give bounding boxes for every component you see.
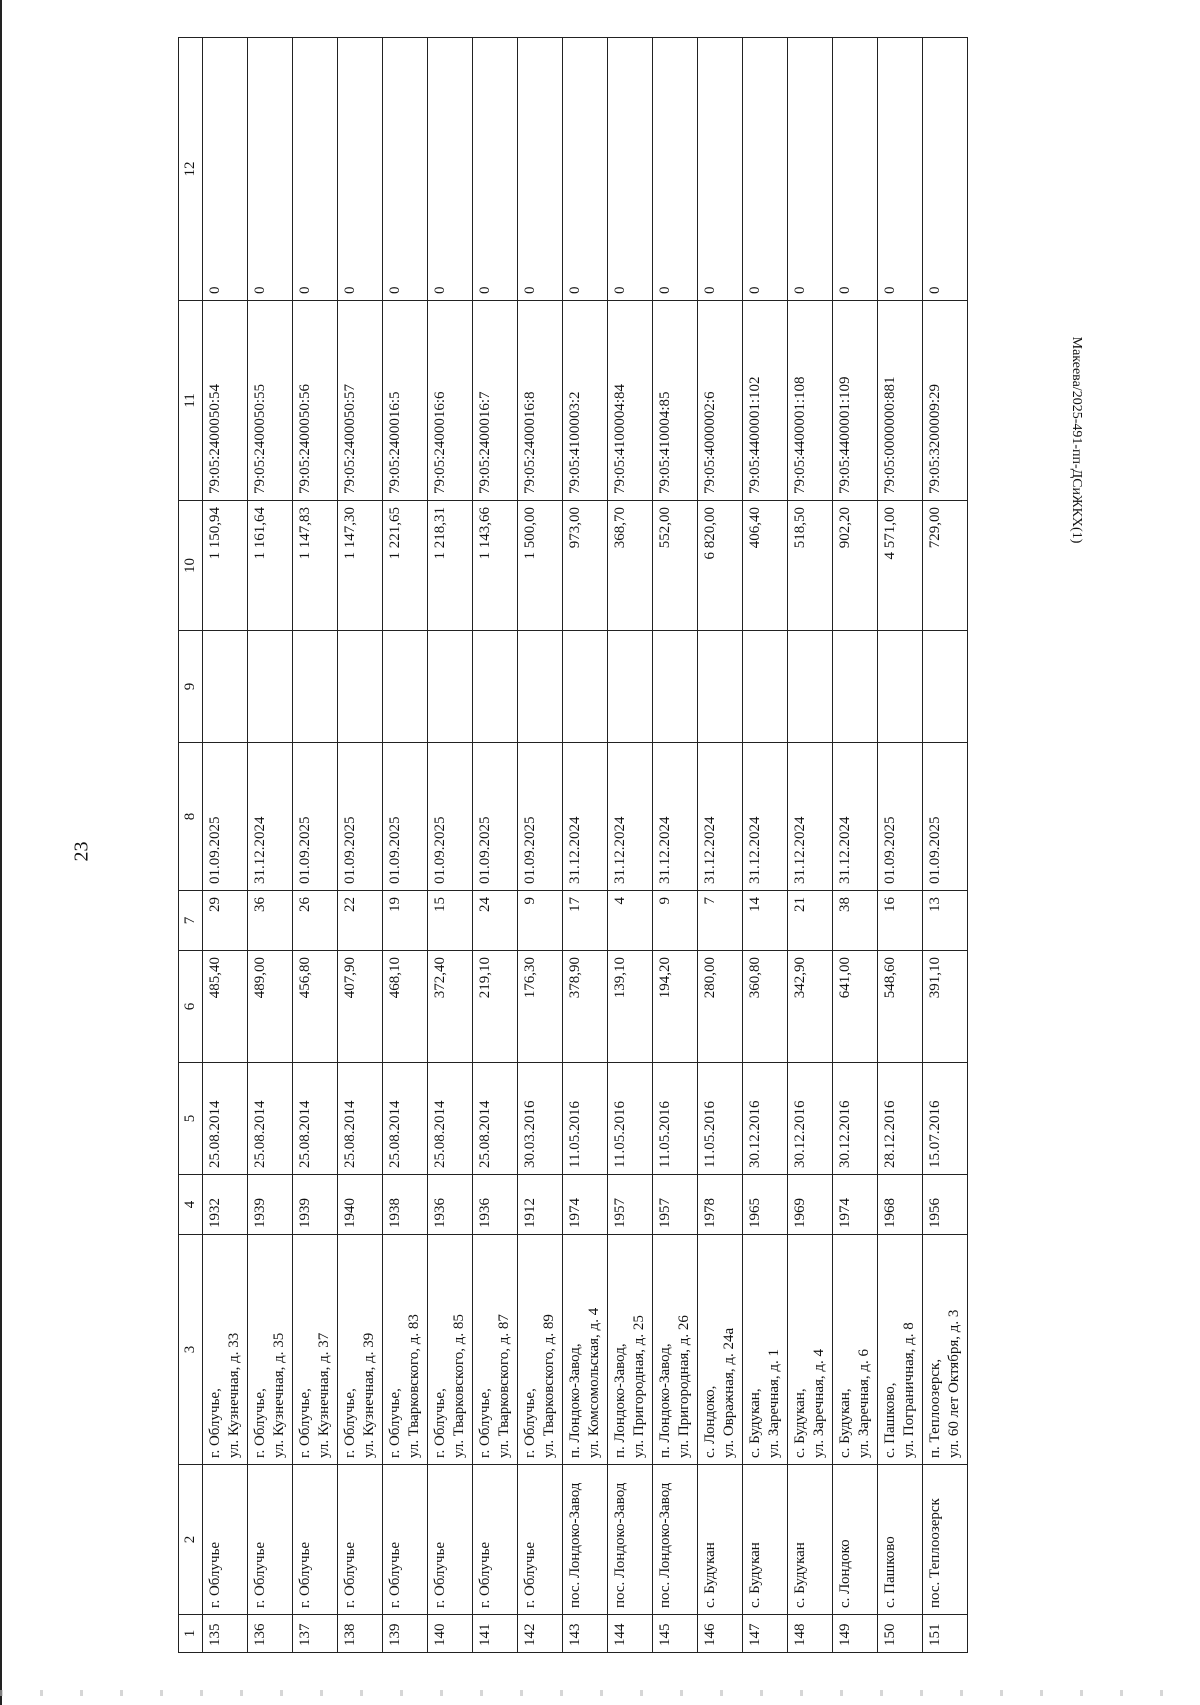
- cell-no: 151: [922, 1615, 967, 1653]
- cell-settlement: с. Будукан: [787, 1465, 832, 1615]
- table-container: [178, 38, 968, 1653]
- cell-no: 142: [517, 1615, 562, 1653]
- cell-c12: 0: [427, 38, 472, 301]
- cell-date1: 28.12.2016: [877, 1063, 922, 1175]
- cell-year: 1940: [337, 1175, 382, 1235]
- table-row: [742, 38, 787, 1653]
- cell-year: 1912: [517, 1175, 562, 1235]
- cell-year: 1969: [787, 1175, 832, 1235]
- cell-c9: [607, 631, 652, 743]
- cell-sum: 1 218,31: [427, 501, 472, 631]
- cell-c12: 0: [337, 38, 382, 301]
- address-line-2: ул. Тварковского, д. 87: [495, 1314, 512, 1458]
- cell-address: [607, 1235, 652, 1465]
- cell-area: 485,40: [202, 951, 247, 1063]
- cell-count: 15: [427, 891, 472, 951]
- cell-sum: 6 820,00: [697, 501, 742, 631]
- table-row: [787, 38, 832, 1653]
- cell-count: 9: [517, 891, 562, 951]
- housing-registry-table: [178, 37, 968, 1653]
- cell-count: 7: [697, 891, 742, 951]
- address-line-2: ул. 60 лет Октября, д. 3: [945, 1309, 962, 1458]
- footer-code: [1056, 200, 1096, 680]
- cell-sum: 1 161,64: [247, 501, 292, 631]
- cell-settlement: г. Облучье: [427, 1465, 472, 1615]
- address-line-2: ул. Тварковского, д. 85: [450, 1314, 467, 1458]
- cell-address: [922, 1235, 967, 1465]
- cell-address: [382, 1235, 427, 1465]
- cell-sum: 1 150,94: [202, 501, 247, 631]
- cell-count: 16: [877, 891, 922, 951]
- cell-address: [247, 1235, 292, 1465]
- cell-date1: 30.12.2016: [742, 1063, 787, 1175]
- cell-date1: 11.05.2016: [607, 1063, 652, 1175]
- table-row: [292, 38, 337, 1653]
- cell-cadastral: 79:05:2400050:56: [292, 301, 337, 501]
- cell-year: 1932: [202, 1175, 247, 1235]
- cell-cadastral: 79:05:4400001:102: [742, 301, 787, 501]
- cell-cadastral: 79:05:3200009:29: [922, 301, 967, 501]
- address-line-1: г. Облучье,: [476, 1388, 493, 1458]
- cell-cadastral: 79:05:4400001:108: [787, 301, 832, 501]
- cell-c9: [742, 631, 787, 743]
- cell-sum: 729,00: [922, 501, 967, 631]
- cell-count: 17: [562, 891, 607, 951]
- cell-date2: 01.09.2025: [202, 743, 247, 891]
- cell-c9: [382, 631, 427, 743]
- cell-cadastral: 79:05:4000002:6: [697, 301, 742, 501]
- cell-c12: 0: [517, 38, 562, 301]
- address-line-1: п. Лондоко-Завод,: [656, 1343, 673, 1458]
- cell-date2: 01.09.2025: [337, 743, 382, 891]
- cell-date2: 31.12.2024: [787, 743, 832, 891]
- cell-c9: [877, 631, 922, 743]
- address-line-2: ул. Заречная, д. 6: [855, 1348, 872, 1458]
- cell-date2: 31.12.2024: [697, 743, 742, 891]
- header-row: [179, 38, 203, 1653]
- cell-sum: 552,00: [652, 501, 697, 631]
- address-line-2: ул. Заречная, д. 1: [765, 1348, 782, 1458]
- cell-date2: 31.12.2024: [562, 743, 607, 891]
- cell-no: 147: [742, 1615, 787, 1653]
- cell-address: [292, 1235, 337, 1465]
- cell-c12: 0: [697, 38, 742, 301]
- cell-cadastral: 79:05:4100004:84: [607, 301, 652, 501]
- cell-count: 21: [787, 891, 832, 951]
- cell-settlement: г. Облучье: [202, 1465, 247, 1615]
- cell-count: 36: [247, 891, 292, 951]
- address-line-1: с. Лондоко,: [701, 1385, 718, 1458]
- cell-no: 146: [697, 1615, 742, 1653]
- table-body: [202, 38, 967, 1653]
- cell-sum: 518,50: [787, 501, 832, 631]
- cell-date2: 31.12.2024: [607, 743, 652, 891]
- cell-cadastral: 79:05:2400050:57: [337, 301, 382, 501]
- address-line-1: г. Облучье,: [296, 1388, 313, 1458]
- cell-sum: 1 147,30: [337, 501, 382, 631]
- address-line-2: ул. Пригородная, д. 25: [630, 1315, 647, 1458]
- cell-date1: 30.12.2016: [832, 1063, 877, 1175]
- cell-date1: 30.12.2016: [787, 1063, 832, 1175]
- table-row: [247, 38, 292, 1653]
- column-header: 11: [179, 301, 203, 501]
- cell-year: 1974: [562, 1175, 607, 1235]
- cell-address: [337, 1235, 382, 1465]
- cell-settlement: пос. Лондоко-Завод: [607, 1465, 652, 1615]
- table-row: [427, 38, 472, 1653]
- cell-year: 1936: [427, 1175, 472, 1235]
- column-header: 2: [179, 1465, 203, 1615]
- cell-c9: [517, 631, 562, 743]
- cell-area: 391,10: [922, 951, 967, 1063]
- cell-date2: 01.09.2025: [472, 743, 517, 891]
- page-edge-line: [0, 0, 2, 1705]
- cell-c9: [337, 631, 382, 743]
- cell-no: 149: [832, 1615, 877, 1653]
- cell-c9: [292, 631, 337, 743]
- cell-c12: 0: [472, 38, 517, 301]
- cell-c12: 0: [922, 38, 967, 301]
- cell-settlement: г. Облучье: [382, 1465, 427, 1615]
- cell-sum: 902,20: [832, 501, 877, 631]
- cell-address: [742, 1235, 787, 1465]
- cell-area: 360,80: [742, 951, 787, 1063]
- cell-c12: 0: [562, 38, 607, 301]
- table-row: [697, 38, 742, 1653]
- cell-address: [472, 1235, 517, 1465]
- cell-count: 13: [922, 891, 967, 951]
- cell-area: 407,90: [337, 951, 382, 1063]
- address-line-1: г. Облучье,: [386, 1388, 403, 1458]
- cell-year: 1936: [472, 1175, 517, 1235]
- cell-count: 4: [607, 891, 652, 951]
- address-line-1: с. Будукан,: [746, 1388, 763, 1458]
- cell-date1: 15.07.2016: [922, 1063, 967, 1175]
- cell-date2: 01.09.2025: [517, 743, 562, 891]
- cell-sum: 973,00: [562, 501, 607, 631]
- cell-settlement: г. Облучье: [517, 1465, 562, 1615]
- cell-address: [427, 1235, 472, 1465]
- cell-count: 9: [652, 891, 697, 951]
- cell-cadastral: 79:05:4100003:2: [562, 301, 607, 501]
- table-row: [517, 38, 562, 1653]
- cell-count: 29: [202, 891, 247, 951]
- cell-c12: 0: [652, 38, 697, 301]
- address-line-2: ул. Тварковского, д. 83: [405, 1314, 422, 1458]
- cell-year: 1939: [292, 1175, 337, 1235]
- cell-year: 1974: [832, 1175, 877, 1235]
- cell-cadastral: 79:05:2400016:8: [517, 301, 562, 501]
- address-line-2: ул. Кузнечная, д. 39: [360, 1332, 377, 1458]
- cell-cadastral: 79:05:2400016:7: [472, 301, 517, 501]
- cell-area: 139,10: [607, 951, 652, 1063]
- cell-address: [517, 1235, 562, 1465]
- cell-year: 1957: [607, 1175, 652, 1235]
- cell-settlement: пос. Лондоко-Завод: [652, 1465, 697, 1615]
- cell-count: 24: [472, 891, 517, 951]
- table-row: [472, 38, 517, 1653]
- table-row: [562, 38, 607, 1653]
- cell-sum: 1 500,00: [517, 501, 562, 631]
- cell-date2: 01.09.2025: [877, 743, 922, 891]
- address-line-1: п. Лондоко-Завод,: [566, 1343, 583, 1458]
- cell-year: 1938: [382, 1175, 427, 1235]
- cell-date1: 11.05.2016: [562, 1063, 607, 1175]
- address-line-1: с. Будукан,: [836, 1388, 853, 1458]
- cell-settlement: г. Облучье: [292, 1465, 337, 1615]
- cell-sum: 4 571,00: [877, 501, 922, 631]
- cell-area: 641,00: [832, 951, 877, 1063]
- cell-cadastral: 79:05:2400016:6: [427, 301, 472, 501]
- cell-date2: 31.12.2024: [652, 743, 697, 891]
- cell-c12: 0: [607, 38, 652, 301]
- column-header: 8: [179, 743, 203, 891]
- cell-settlement: г. Облучье: [472, 1465, 517, 1615]
- cell-no: 144: [607, 1615, 652, 1653]
- table-row: [382, 38, 427, 1653]
- address-line-1: г. Облучье,: [521, 1388, 538, 1458]
- cell-address: [832, 1235, 877, 1465]
- cell-c12: 0: [382, 38, 427, 301]
- cell-date1: 25.08.2014: [247, 1063, 292, 1175]
- cell-sum: 1 143,66: [472, 501, 517, 631]
- column-header: 1: [179, 1615, 203, 1653]
- address-line-1: с. Будукан,: [791, 1388, 808, 1458]
- cell-area: 342,90: [787, 951, 832, 1063]
- rotated-table-frame: [178, 38, 968, 1653]
- cell-date1: 25.08.2014: [382, 1063, 427, 1175]
- column-header: 5: [179, 1063, 203, 1175]
- cell-c9: [697, 631, 742, 743]
- address-line-1: г. Облучье,: [341, 1388, 358, 1458]
- cell-date1: 11.05.2016: [697, 1063, 742, 1175]
- cell-no: 137: [292, 1615, 337, 1653]
- cell-no: 141: [472, 1615, 517, 1653]
- cell-date2: 01.09.2025: [382, 743, 427, 891]
- column-header: 10: [179, 501, 203, 631]
- address-line-2: ул. Кузнечная, д. 37: [315, 1332, 332, 1458]
- table-row: [877, 38, 922, 1653]
- cell-settlement: пос. Лондоко-Завод: [562, 1465, 607, 1615]
- cell-c12: 0: [787, 38, 832, 301]
- table-row: [337, 38, 382, 1653]
- address-line-2: ул. Кузнечная, д. 33: [225, 1332, 242, 1458]
- cell-area: 372,40: [427, 951, 472, 1063]
- cell-c9: [922, 631, 967, 743]
- cell-no: 140: [427, 1615, 472, 1653]
- cell-settlement: с. Лондоко: [832, 1465, 877, 1615]
- cell-address: [562, 1235, 607, 1465]
- cell-date1: 25.08.2014: [292, 1063, 337, 1175]
- cell-area: 194,20: [652, 951, 697, 1063]
- address-line-2: ул. Комсомольская, д. 4: [585, 1307, 602, 1458]
- table-row: [832, 38, 877, 1653]
- address-line-1: г. Облучье,: [431, 1388, 448, 1458]
- cell-year: 1978: [697, 1175, 742, 1235]
- column-header: 12: [179, 38, 203, 301]
- cell-year: 1939: [247, 1175, 292, 1235]
- cell-c9: [787, 631, 832, 743]
- cell-area: 456,80: [292, 951, 337, 1063]
- cell-date1: 25.08.2014: [427, 1063, 472, 1175]
- cell-no: 150: [877, 1615, 922, 1653]
- cell-year: 1965: [742, 1175, 787, 1235]
- cell-cadastral: 79:05:4400001:109: [832, 301, 877, 501]
- cell-date1: 11.05.2016: [652, 1063, 697, 1175]
- footer-code-text: Макеева/2025-491-пп-ДСиЖКХ(1): [1069, 336, 1084, 544]
- cell-year: 1968: [877, 1175, 922, 1235]
- scan-artifact-dots: [0, 1690, 1200, 1696]
- cell-date2: 01.09.2025: [922, 743, 967, 891]
- cell-date2: 31.12.2024: [742, 743, 787, 891]
- column-header: 3: [179, 1235, 203, 1465]
- cell-area: 489,00: [247, 951, 292, 1063]
- cell-date1: 30.03.2016: [517, 1063, 562, 1175]
- address-line-1: п. Теплоозерск,: [926, 1358, 943, 1458]
- cell-area: 176,30: [517, 951, 562, 1063]
- cell-cadastral: 79:05:0000000:881: [877, 301, 922, 501]
- cell-cadastral: 79:05:410004:85: [652, 301, 697, 501]
- cell-settlement: с. Пашково: [877, 1465, 922, 1615]
- cell-settlement: пос. Теплоозерск: [922, 1465, 967, 1615]
- address-line-2: ул. Пригородная, д. 26: [675, 1315, 692, 1458]
- cell-date2: 31.12.2024: [247, 743, 292, 891]
- address-line-2: ул. Заречная, д. 4: [810, 1348, 827, 1458]
- cell-address: [697, 1235, 742, 1465]
- cell-settlement: г. Облучье: [247, 1465, 292, 1615]
- cell-year: 1957: [652, 1175, 697, 1235]
- cell-date1: 25.08.2014: [202, 1063, 247, 1175]
- cell-count: 14: [742, 891, 787, 951]
- address-line-1: п. Лондоко-Завод,: [611, 1343, 628, 1458]
- cell-c9: [247, 631, 292, 743]
- cell-no: 135: [202, 1615, 247, 1653]
- cell-c9: [652, 631, 697, 743]
- cell-cadastral: 79:05:2400050:54: [202, 301, 247, 501]
- cell-no: 136: [247, 1615, 292, 1653]
- cell-no: 143: [562, 1615, 607, 1653]
- address-line-2: ул. Кузнечная, д. 35: [270, 1332, 287, 1458]
- table-row: [652, 38, 697, 1653]
- cell-count: 38: [832, 891, 877, 951]
- cell-address: [652, 1235, 697, 1465]
- cell-c9: [832, 631, 877, 743]
- cell-area: 378,90: [562, 951, 607, 1063]
- table-row: [922, 38, 967, 1653]
- cell-date1: 25.08.2014: [337, 1063, 382, 1175]
- cell-sum: 368,70: [607, 501, 652, 631]
- table-row: [202, 38, 247, 1653]
- cell-area: 219,10: [472, 951, 517, 1063]
- address-line-2: ул. Тварковского, д. 89: [540, 1314, 557, 1458]
- cell-date2: 01.09.2025: [292, 743, 337, 891]
- address-line-1: г. Облучье,: [206, 1388, 223, 1458]
- cell-c9: [202, 631, 247, 743]
- cell-sum: 406,40: [742, 501, 787, 631]
- cell-c12: 0: [832, 38, 877, 301]
- address-line-1: с. Пашково,: [881, 1382, 898, 1458]
- cell-count: 22: [337, 891, 382, 951]
- cell-date1: 25.08.2014: [472, 1063, 517, 1175]
- cell-c12: 0: [742, 38, 787, 301]
- cell-no: 145: [652, 1615, 697, 1653]
- cell-count: 19: [382, 891, 427, 951]
- cell-year: 1956: [922, 1175, 967, 1235]
- cell-settlement: с. Будукан: [697, 1465, 742, 1615]
- cell-settlement: г. Облучье: [337, 1465, 382, 1615]
- cell-no: 148: [787, 1615, 832, 1653]
- address-line-2: ул. Овражная, д. 24а: [720, 1327, 737, 1458]
- cell-area: 548,60: [877, 951, 922, 1063]
- cell-area: 468,10: [382, 951, 427, 1063]
- cell-address: [202, 1235, 247, 1465]
- column-header: 7: [179, 891, 203, 951]
- cell-c12: 0: [877, 38, 922, 301]
- cell-area: 280,00: [697, 951, 742, 1063]
- cell-cadastral: 79:05:2400016:5: [382, 301, 427, 501]
- column-header: 9: [179, 631, 203, 743]
- cell-no: 138: [337, 1615, 382, 1653]
- address-line-1: г. Облучье,: [251, 1388, 268, 1458]
- cell-date2: 01.09.2025: [427, 743, 472, 891]
- cell-c9: [427, 631, 472, 743]
- cell-address: [877, 1235, 922, 1465]
- cell-no: 139: [382, 1615, 427, 1653]
- column-header: 4: [179, 1175, 203, 1235]
- column-header: 6: [179, 951, 203, 1063]
- cell-cadastral: 79:05:2400050:55: [247, 301, 292, 501]
- cell-address: [787, 1235, 832, 1465]
- cell-settlement: с. Будукан: [742, 1465, 787, 1615]
- cell-date2: 31.12.2024: [832, 743, 877, 891]
- page-number: 23: [70, 841, 93, 862]
- cell-c12: 0: [247, 38, 292, 301]
- table-row: [607, 38, 652, 1653]
- cell-sum: 1 147,83: [292, 501, 337, 631]
- cell-c12: 0: [202, 38, 247, 301]
- address-line-2: ул. Пограничная, д. 8: [900, 1322, 917, 1458]
- cell-c12: 0: [292, 38, 337, 301]
- cell-c9: [562, 631, 607, 743]
- cell-count: 26: [292, 891, 337, 951]
- cell-sum: 1 221,65: [382, 501, 427, 631]
- cell-c9: [472, 631, 517, 743]
